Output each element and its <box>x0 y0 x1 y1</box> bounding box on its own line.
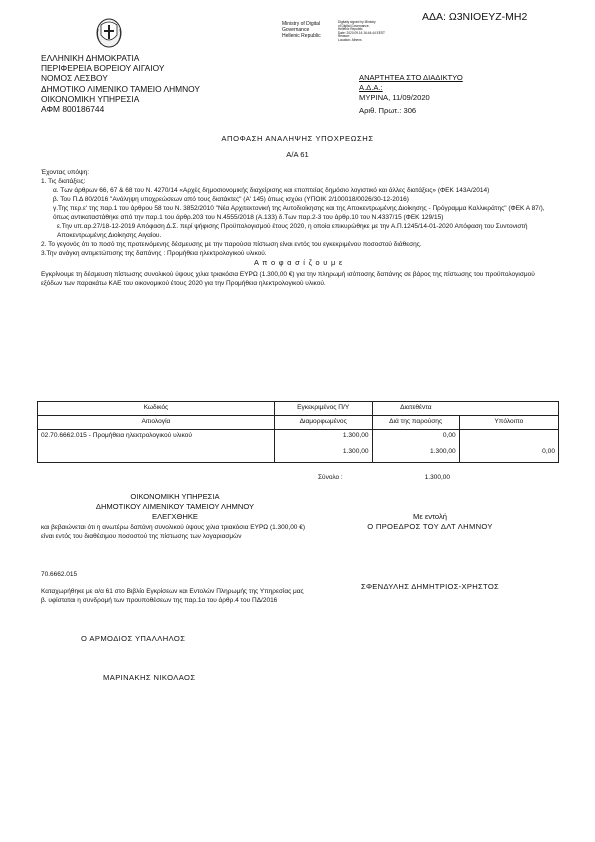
document-body <box>41 168 556 288</box>
table-cell: 02.70.6662.015 - Προμήθεια ηλεκτρολογικού υλικού <box>38 430 275 463</box>
signature-detail: of Digital Governance, <box>338 23 370 28</box>
greek-emblem-icon <box>95 17 123 49</box>
table-header-row <box>38 402 559 416</box>
signature-label: Hellenic Republic <box>282 33 321 39</box>
table-header-row <box>38 416 559 430</box>
provision-c: γ.Της περ.ε' της παρ.1 του άρθρου 58 του Ν. 3852/2010 "Νέα Αρχιτεκτονική της Αυτοδιοίκησης και της Αποκεντρωμένης Διοίκησης - Πρόγραμμα Καλλικράτης" (ΦΕΚ Α 87/), όπως αντικαταστάθηκε από την παρ.1 του άρθρ.203 του Ν.4555/2018 (Α.133) δ.Των παρ.2-3 του άρθρ.10 του Ν.4337/15 (ΦΕΚ 129/15) <box>53 205 545 221</box>
table-cell <box>459 430 558 447</box>
registration-text: Καταχωρήθηκε με α/α 61 στο Βιβλίο Εγκρίσεων και Εντολών Πληρωμής της Υπηρεσίας μας β. υφίσταται η συνδρομή των προυποθέσεων της παρ.1α του άρθρ.4 του ΠΔ/2016 <box>41 588 304 604</box>
ada-code: ΑΔΑ: Ω3ΝΙΟΕΥΖ-ΜΗ2 <box>422 11 528 23</box>
provision-a: α. Των άρθρων 66, 67 & 68 του Ν. 4270/14 «Αρχές δημοσιονομικής διαχείρισης και εποπτείας δημόσιο λογιστικό και άλλες διατάξεις» (ΦΕΚ 143Α/2014) <box>53 187 490 194</box>
decision-number: Α/Α 61 <box>286 150 309 159</box>
provision-e: ε.Την υπ.αρ.27/18-12-2019 Απόφαση Δ.Σ. περί ψήφισης Προϋπολογισμού έτους 2020, η οποία επικυρώθηκε με την Α.Π.1245/14-01-2020 Απόφαση του Συντονιστή Αποκεντρωμένης Διοίκησης Αιγαίου. <box>57 223 528 239</box>
document-title: ΑΠΟΦΑΣΗ ΑΝΑΛΗΨΗΣ ΥΠΟΧΡΕΩΣΗΣ <box>221 134 374 143</box>
financial-service-block <box>40 492 310 522</box>
signature-detail: Hellenic Republic <box>338 27 363 32</box>
total-label: Σύνολο : <box>318 474 343 481</box>
official-title: Ο ΑΡΜΟΔΙΟΣ ΥΠΑΛΛΗΛΟΣ <box>81 634 186 643</box>
header-cell: Διαμορφωμένος <box>274 416 372 430</box>
header-meta <box>359 73 463 116</box>
budget-table <box>37 401 559 463</box>
signature-detail: Date: 2020.09.16 16:44:44 EEST <box>338 30 385 35</box>
total-value: 1.300,00 <box>424 474 450 481</box>
service-line: ΔΗΜΟΤΙΚΟΥ ΛΙΜΕΝΙΚΟΥ ΤΑΜΕΙΟΥ ΛΗΜΝΟΥ <box>95 502 255 511</box>
signature-label: Governance <box>282 27 310 33</box>
table-row <box>38 430 559 447</box>
signature-detail: Location: Athens <box>338 37 362 42</box>
header-cell: Κωδικός <box>38 402 275 416</box>
header-cell: Διατεθέντα <box>372 402 459 416</box>
header-line: ΝΟΜΟΣ ΛΕΣΒΟΥ <box>41 73 108 84</box>
signature-details <box>338 21 398 43</box>
president-title: Ο ΠΡΟΕΔΡΟΣ ΤΟΥ ΔΛΤ ΛΗΜΝΟΥ <box>367 522 493 531</box>
header-cell: Αιτιολογία <box>38 416 275 430</box>
header-line: ΟΙΚΟΝΟΜΙΚΗ ΥΠΗΡΕΣΙΑ <box>41 93 140 104</box>
protocol-number: Αριθ. Πρωτ.: 306 <box>359 106 417 115</box>
signature-labels <box>282 21 332 39</box>
item-3: 3.Την ανάγκη αντιμετώπισης της δαπάνης : Προμήθεια ηλεκτρολογικού υλικού. <box>41 250 267 257</box>
official-name: ΜΑΡΙΝΑΚΗΣ ΝΙΚΟΛΑΟΣ <box>103 673 196 682</box>
header-line: ΕΛΛΗΝΙΚΗ ΔΗΜΟΚΡΑΤΙΑ <box>41 53 140 63</box>
header-line: ΔΗΜΟΤΙΚΟ ΛΙΜΕΝΙΚΟ ΤΑΜΕΙΟ ΛΗΜΝΟΥ <box>41 83 201 94</box>
order-label: Με εντολή <box>413 512 447 521</box>
table-cell: 1.300,00 <box>274 430 372 447</box>
header-cell <box>459 402 558 416</box>
intro-line: Έχοντας υπόψη: <box>41 169 90 176</box>
signature-detail: Digitally signed by Ministry <box>338 20 376 24</box>
account-code: 70.6662.015 <box>41 571 78 578</box>
place-date: ΜΥΡΙΝΑ, 11/09/2020 <box>359 93 430 102</box>
verification-text: και βεβαιώνεται ότι η ανωτέρω δαπάνη συνολικού ύψους χιλια τριακόσια ΕΥΡΩ (1.300,00 €) είναι εντός του διαθέσιμου ποσοστού της πίστωσης των λογαριασμών <box>41 524 306 540</box>
header-line: ΠΕΡΙΦΕΡΕΙΑ ΒΟΡΕΙΟΥ ΑΙΓΑΙΟΥ <box>41 63 165 74</box>
signature-label: Ministry of Digital <box>282 21 321 27</box>
table-cell: 0,00 <box>372 430 459 447</box>
approval-text: Εγκρίνουμε τη δέσμευση πίστωσης συνολικού ύψους χιλια τριακόσια ΕΥΡΩ (1.300,00 €) για την πληρωμή ισόποσης δαπάνης σε βάρος της πίστωσης του προϋπολογισμού εξόδων των παρακάτω ΚΑΕ του οικονομικού έτους 2020 για την Προμήθεια ηλεκτρολογικού υλικού. <box>41 271 535 287</box>
header-cell: Υπόλοιπο <box>459 416 558 430</box>
ada-label: Α.Δ.Α.: <box>359 83 383 92</box>
table-cell: 1.300,00 <box>274 446 372 463</box>
service-line: ΟΙΚΟΝΟΜΙΚΗ ΥΠΗΡΕΣΙΑ <box>130 492 220 501</box>
header-line: ΑΦΜ 800186744 <box>41 104 105 115</box>
item-1: 1. Τις διατάξεις: <box>41 178 86 185</box>
table-cell: 1.300,00 <box>372 446 459 463</box>
signature-detail: Reason: <box>338 34 350 39</box>
table-cell: 0,00 <box>459 446 558 463</box>
service-line: ΕΛΕΓΧΘΗΚΕ <box>152 512 198 521</box>
header-authority <box>41 53 200 114</box>
publish-notice: ΑΝΑΡΤΗΤΕΑ ΣΤΟ ΔΙΑΔΙΚΤΥΟ <box>359 73 463 82</box>
header-cell: Διά της παρούσης <box>372 416 459 430</box>
header-cell: Εγκεκριμένος Π/Υ <box>274 402 372 416</box>
provision-b: β. Του Π.Δ 80/2016 "Ανάληψη υποχρεώσεων από τους διατάκτες" (Α' 145) όπως ισχύει (ΥΠΟΙΚ 2/100018/0026/30-12-2016) <box>53 196 409 203</box>
president-name: ΣΦΕΝΔΥΛΗΣ ΔΗΜΗΤΡΙΟΣ-ΧΡΗΣΤΟΣ <box>360 582 500 591</box>
decision-heading: Α π ο φ α σ ί ζ ο υ μ ε <box>254 258 343 267</box>
item-2: 2. Το γεγονός ότι το ποσό της προτεινόμενης δέσμευσης με την παρούσα πίστωση είναι εντός του εγκεκριμένου ποσοστού διάθεσης. <box>41 241 422 248</box>
